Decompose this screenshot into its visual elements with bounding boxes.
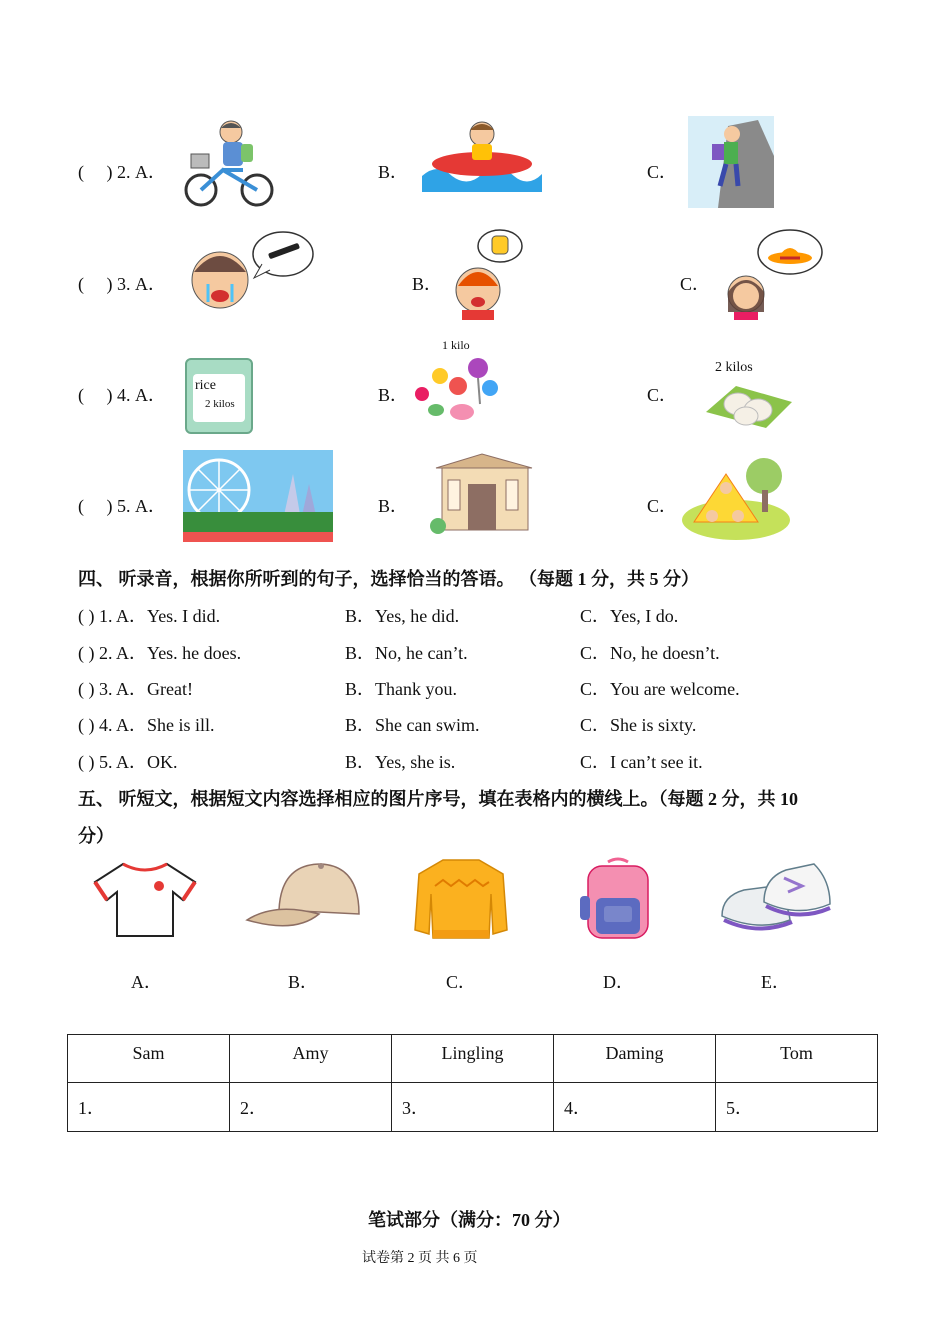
- crying-boy-bag-icon: [450, 228, 526, 320]
- crying-boy-pen-icon: [188, 228, 316, 320]
- question-option-c: C．She is sixty.: [580, 715, 697, 735]
- boy-rafting-icon: [418, 118, 544, 192]
- bun-weight-label: 2 kilos: [715, 360, 753, 375]
- backpack-icon: [578, 856, 658, 942]
- option-b-label: B．: [412, 274, 443, 294]
- option-c-label: C．: [680, 274, 711, 294]
- question-option-a: ( ) 1. A．Yes. I did.: [78, 606, 221, 626]
- question-option-a: ( ) 3. A．Great!: [78, 679, 193, 699]
- question-option-b: B．No, he can’t.: [345, 643, 468, 663]
- boy-riding-bike-icon: [183, 118, 275, 208]
- question-option-a: ( ) 2. A．Yes. he does.: [78, 643, 242, 663]
- option-c-label: C．: [647, 496, 678, 516]
- page-number: 试卷第 2 页 共 6 页: [362, 1251, 478, 1266]
- image-label-c: C．: [446, 972, 477, 992]
- image-label-a: A．: [131, 972, 162, 992]
- question-prefix: ( ) 4. A．: [78, 385, 166, 405]
- answer-cell[interactable]: 2．: [230, 1083, 392, 1132]
- question-option-c: C．Yes, I do.: [580, 606, 679, 626]
- question-option-b: B．She can swim.: [345, 715, 480, 735]
- question-prefix: ( ) 2. A．: [78, 162, 166, 182]
- rice-label: rice: [195, 378, 216, 393]
- image-label-d: D．: [603, 972, 634, 992]
- sweater-icon: [413, 856, 509, 940]
- header-cell: Amy: [230, 1035, 392, 1083]
- cap-icon: [245, 858, 363, 936]
- steamed-buns-icon: [706, 378, 792, 430]
- answer-cell[interactable]: 5．: [716, 1083, 878, 1132]
- candy-weight-label: 1 kilo: [442, 338, 470, 352]
- camping-tent-icon: [680, 450, 792, 542]
- option-c-label: C．: [647, 385, 678, 405]
- section5-heading-cont: 分）: [78, 826, 114, 846]
- question-option-b: B．Yes, he did.: [345, 606, 460, 626]
- option-b-label: B．: [378, 496, 409, 516]
- question-prefix: ( ) 3. A．: [78, 274, 166, 294]
- image-label-b: B．: [288, 972, 319, 992]
- image-label-e: E．: [761, 972, 790, 992]
- question-option-a: ( ) 5. A．OK.: [78, 752, 178, 772]
- option-b-label: B．: [378, 385, 409, 405]
- t-shirt-icon: [93, 858, 197, 940]
- rice-weight-label: 2 kilos: [205, 398, 235, 410]
- question-option-c: C．You are welcome.: [580, 679, 740, 699]
- answer-cell[interactable]: 1．: [68, 1083, 230, 1132]
- option-c-label: C．: [647, 162, 678, 182]
- answer-cell[interactable]: 4．: [554, 1083, 716, 1132]
- table-header-row: [68, 1035, 878, 1083]
- amusement-park-icon: [183, 450, 333, 542]
- section4-heading: 四、 听录音，根据你所听到的句子，选择恰当的答语。 （每题 1 分，共 5 分）: [78, 569, 699, 589]
- header-cell: Daming: [554, 1035, 716, 1083]
- section5-heading: 五、 听短文，根据短文内容选择相应的图片序号，填在表格内的横线上。（每题 2 分，共 10: [78, 789, 798, 809]
- question-prefix: ( ) 5. A．: [78, 496, 166, 516]
- question-option-b: B．Yes, she is.: [345, 752, 456, 772]
- question-option-c: C．No, he doesn’t.: [580, 643, 720, 663]
- header-cell: Sam: [68, 1035, 230, 1083]
- candies-icon: [408, 354, 504, 426]
- written-part-heading: 笔试部分（满分：70 分）: [368, 1210, 571, 1230]
- answer-cell[interactable]: 3．: [392, 1083, 554, 1132]
- question-option-a: ( ) 4. A．She is ill.: [78, 715, 215, 735]
- boy-climbing-rock-icon: [688, 116, 774, 208]
- question-option-b: B．Thank you.: [345, 679, 457, 699]
- header-cell: Lingling: [392, 1035, 554, 1083]
- question-option-c: C．I can’t see it.: [580, 752, 703, 772]
- answer-table: [67, 1034, 878, 1132]
- girl-hat-icon: [726, 228, 824, 320]
- option-b-label: B．: [378, 162, 409, 182]
- museum-icon: [428, 450, 536, 536]
- header-cell: Tom: [716, 1035, 878, 1083]
- sneakers-icon: [718, 856, 834, 940]
- table-answer-row: [68, 1083, 878, 1132]
- rice-bag-icon: [185, 358, 253, 434]
